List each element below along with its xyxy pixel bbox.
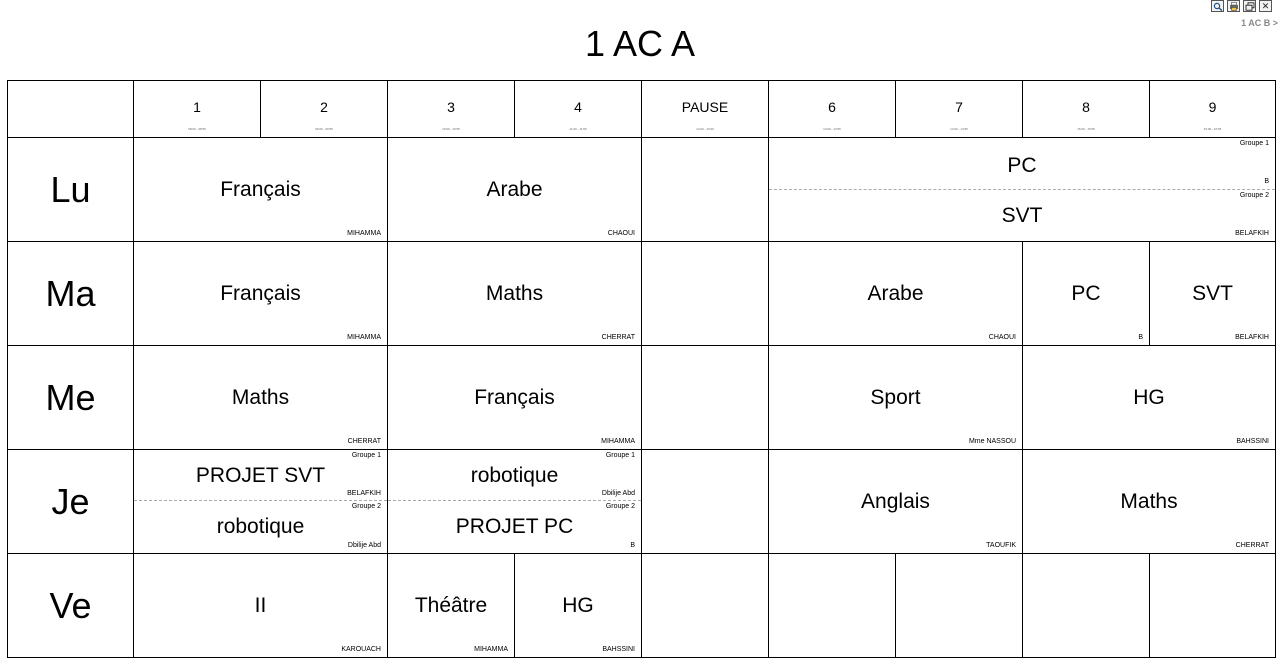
- group-label: Groupe 2: [605, 503, 635, 510]
- subject-label: SVT: [1192, 282, 1233, 305]
- empty-cell: [1022, 553, 1150, 658]
- subject-label: Maths: [231, 386, 290, 409]
- day-label: Je: [51, 480, 90, 522]
- day-label: Lu: [50, 168, 91, 210]
- teacher-label: CHAOUI: [988, 334, 1016, 341]
- period-label: 2: [320, 99, 328, 115]
- group-divider: [388, 500, 641, 501]
- teacher-label: CHAOUI: [607, 230, 635, 237]
- lesson-cell-split[interactable]: [768, 137, 1276, 242]
- lesson-cell[interactable]: [387, 553, 515, 658]
- close-icon[interactable]: ✕: [1259, 0, 1272, 12]
- teacher-label: BELAFKIH: [1235, 230, 1269, 237]
- subject-label: Théâtre: [414, 594, 488, 617]
- pause-cell: [641, 449, 769, 554]
- teacher-label: BAHSSINI: [1236, 438, 1269, 445]
- period-time: 10:00 - 10:55: [442, 127, 460, 131]
- lesson-cell[interactable]: [1022, 241, 1150, 346]
- next-class-link[interactable]: 1 AC B >: [1241, 18, 1278, 28]
- pause-cell: [641, 241, 769, 346]
- period-header: [768, 80, 896, 138]
- teacher-label: CHERRAT: [347, 438, 381, 445]
- pause-cell: [641, 553, 769, 658]
- lesson-cell[interactable]: [133, 137, 388, 242]
- lesson-cell[interactable]: [387, 137, 642, 242]
- subject-label: Arabe: [867, 282, 924, 305]
- period-label: PAUSE: [681, 99, 729, 115]
- period-time: 12:00 - 13:00: [696, 127, 714, 131]
- period-time: 11:00 - 11:55: [569, 127, 587, 131]
- lesson-cell[interactable]: [133, 241, 388, 346]
- lesson-cell[interactable]: [133, 345, 388, 450]
- period-time: 13:00 - 13:55: [823, 127, 841, 131]
- teacher-label: CHERRAT: [1235, 542, 1269, 549]
- page-title: 1 AC A: [584, 23, 696, 64]
- empty-cell: [895, 553, 1023, 658]
- teacher-label: MIHAMMA: [601, 438, 635, 445]
- subject-label: PC: [1007, 154, 1037, 177]
- print-icon[interactable]: [1227, 0, 1240, 12]
- period-label: 4: [574, 99, 582, 115]
- teacher-label: Dbilije Abd: [347, 542, 381, 549]
- subject-label: Maths: [485, 282, 544, 305]
- period-label: 7: [955, 99, 963, 115]
- subject-label: II: [254, 594, 267, 617]
- day-label-cell: [7, 137, 134, 242]
- lesson-cell[interactable]: [387, 345, 642, 450]
- lesson-cell[interactable]: [768, 241, 1023, 346]
- period-time: 09:00 - 09:55: [315, 127, 333, 131]
- period-time: 08:00 - 08:55: [188, 127, 206, 131]
- period-time: 16:00 - 16:55: [1203, 127, 1222, 131]
- teacher-label: MIHAMMA: [347, 230, 381, 237]
- lesson-cell[interactable]: [768, 449, 1023, 554]
- lesson-cell[interactable]: [1149, 241, 1276, 346]
- period-header: [1149, 80, 1276, 138]
- pause-cell: [641, 345, 769, 450]
- group-label: Groupe 2: [351, 503, 381, 510]
- day-label-cell: [7, 241, 134, 346]
- subject-label: PROJET SVT: [195, 464, 326, 487]
- day-label: Me: [45, 376, 96, 418]
- group-divider: [769, 189, 1275, 190]
- period-header: [260, 80, 388, 138]
- teacher-label: MIHAMMA: [347, 334, 381, 341]
- lesson-cell-split[interactable]: [387, 449, 642, 554]
- teacher-label: BELAFKIH: [1235, 334, 1269, 341]
- pause-cell: [641, 137, 769, 242]
- group-divider: [134, 500, 387, 501]
- lesson-cell[interactable]: [1022, 449, 1276, 554]
- subject-label: Français: [220, 282, 301, 305]
- group-label: Groupe 2: [1239, 192, 1269, 199]
- subject-label: PC: [1071, 282, 1101, 305]
- lesson-cell[interactable]: [387, 241, 642, 346]
- subject-label: Anglais: [861, 490, 930, 513]
- lesson-cell[interactable]: [514, 553, 642, 658]
- teacher-label: B: [1138, 334, 1143, 341]
- empty-cell: [1149, 553, 1276, 658]
- period-label: 9: [1208, 99, 1217, 115]
- subject-label: Français: [220, 178, 301, 201]
- group-label: Groupe 1: [605, 452, 635, 459]
- subject-label: robotique: [470, 464, 559, 487]
- subject-label: Français: [474, 386, 555, 409]
- teacher-label: MIHAMMA: [474, 646, 508, 653]
- period-time: 15:00 - 15:55: [1077, 127, 1095, 131]
- day-label-cell: [7, 449, 134, 554]
- subject-label: Arabe: [486, 178, 543, 201]
- teacher-label: KAROUACH: [341, 646, 381, 653]
- lesson-cell[interactable]: [1022, 345, 1276, 450]
- lesson-cell[interactable]: [133, 553, 388, 658]
- lesson-cell-split[interactable]: [133, 449, 388, 554]
- subject-label: PROJET PC: [455, 515, 574, 538]
- group-label: Groupe 1: [351, 452, 381, 459]
- lesson-cell[interactable]: [768, 345, 1023, 450]
- restore-window-icon[interactable]: [1243, 0, 1256, 12]
- period-header: [514, 80, 642, 138]
- teacher-label: TAOUFIK: [986, 542, 1016, 549]
- day-label: Ve: [49, 584, 92, 626]
- period-label: 3: [447, 99, 455, 115]
- subject-label: HG: [1133, 386, 1165, 409]
- period-header: [387, 80, 515, 138]
- period-label: 8: [1082, 99, 1090, 115]
- period-label: 1: [193, 99, 201, 115]
- subject-label: SVT: [1001, 204, 1043, 227]
- teacher-label: Mme NASSOU: [968, 438, 1016, 445]
- teacher-label: B: [1264, 178, 1269, 185]
- subject-label: robotique: [216, 515, 305, 538]
- period-time: 14:00 - 14:55: [950, 127, 968, 131]
- period-header: [641, 80, 769, 138]
- subject-label: Maths: [1120, 490, 1178, 513]
- subject-label: HG: [562, 594, 594, 617]
- teacher-label: CHERRAT: [601, 334, 635, 341]
- timetable: [7, 80, 1276, 658]
- teacher-label: Dbilije Abd: [601, 490, 635, 497]
- corner-cell: [7, 80, 134, 138]
- period-header: [133, 80, 261, 138]
- empty-cell: [768, 553, 896, 658]
- group-label: Groupe 1: [1239, 140, 1269, 147]
- subject-label: Sport: [870, 386, 921, 409]
- window-toolbar: [1211, 0, 1272, 12]
- period-label: 6: [828, 99, 836, 115]
- period-header: [895, 80, 1023, 138]
- day-label-cell: [7, 553, 134, 658]
- period-header: [1022, 80, 1150, 138]
- day-label-cell: [7, 345, 134, 450]
- teacher-label: BAHSSINI: [602, 646, 635, 653]
- teacher-label: B: [630, 542, 635, 549]
- zoom-icon[interactable]: [1211, 0, 1224, 12]
- teacher-label: BELAFKIH: [347, 490, 381, 497]
- day-label: Ma: [45, 272, 96, 314]
